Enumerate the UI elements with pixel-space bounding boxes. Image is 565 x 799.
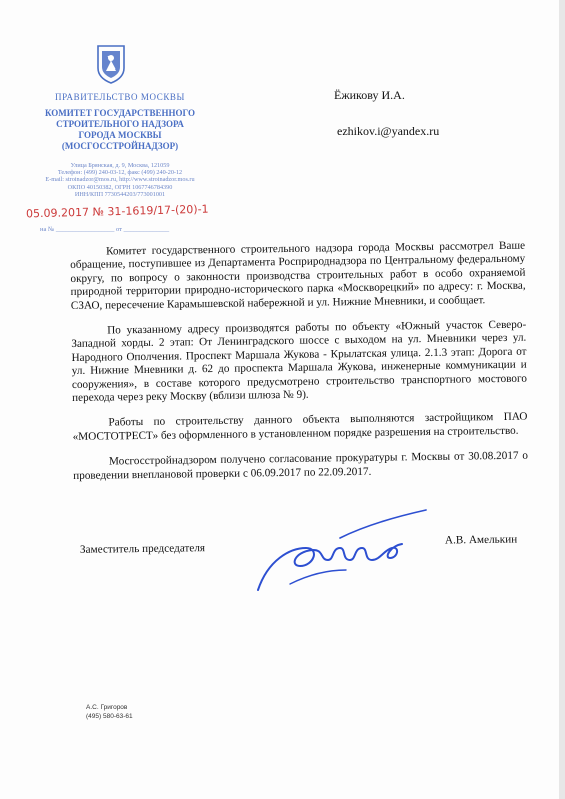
committee-name xyxy=(20,108,220,152)
registration-number: 05.09.2017 № 31-1619/17-(20)-1 xyxy=(25,202,209,221)
page-edge xyxy=(559,0,565,799)
handwritten-signature xyxy=(250,508,430,596)
committee-line: СТРОИТЕЛЬНОГО НАДЗОРА xyxy=(56,119,184,129)
contact-address: Улица Брянская, д. 9, Москва, 121059 xyxy=(70,162,170,169)
contact-okpo: ОКПО 40150382, ОГРН 1067746784390 xyxy=(67,183,173,191)
executor-phone: (495) 580-63-61 xyxy=(86,712,133,720)
recipient-name: Ёжикову И.А. xyxy=(334,88,405,102)
executor-info xyxy=(86,704,133,721)
committee-line: КОМИТЕТ ГОСУДАРСТВЕННОГО xyxy=(44,108,196,118)
committee-contacts xyxy=(20,162,220,198)
reply-reference-line: на № __________________ от ______________ xyxy=(40,226,170,233)
paragraph: Комитет государственного строительного надзора города Москвы рассмотрел Ваше обращение, поступившее из Департамента Росприроднадзора по Центральному федеральному округу, по вопросу о законности производства строительных работ в особо охраняемой природной территории природно-исторического парка «Москворецкий» по адресу: г. Москва, СЗАО, пересечение Карамышевской набережной и ул. Нижние Мневники, и сообщает. xyxy=(70,239,526,312)
contact-inn: ИНН/КПП 7730544203/773001001 xyxy=(74,190,166,198)
moscow-coat-of-arms-icon xyxy=(96,44,126,84)
recipient-email: ezhikov.i@yandex.ru xyxy=(337,124,440,138)
paragraph: Мосгосстройнадзором получено согласование прокуратуры г. Москвы от 30.08.2017 о проведении внеплановой проверки с 06.09.2017 по 22.09.2017. xyxy=(73,449,529,482)
contact-email: E-mail: stroinadzor@mos.ru, http://www.stroinadzor.mos.ru xyxy=(45,176,195,184)
committee-line: ГОРОДА МОСКВЫ xyxy=(78,130,162,140)
executor-name: А.С. Григоров xyxy=(86,704,128,711)
signatory-position: Заместитель председателя xyxy=(79,542,206,556)
paragraph: Работы по строительству данного объекта выполняются застройщиком ПАО «МОСТОТРЕСТ» без оформленного в установленном порядке разрешения на строительство. xyxy=(72,411,528,443)
committee-line: (МОСГОССТРОЙНАДЗОР) xyxy=(61,141,179,151)
government-title: ПРАВИТЕЛЬСТВО МОСКВЫ xyxy=(54,92,185,102)
paragraph: По указанному адресу производятся работы по объекту «Южный участок Северо-Западной хорды. 2 этап: От Ленинградского шоссе с выходом на ул. Мневники через ул. Народного Ополчения. Проспект Маршала Жукова - Крылатская улица. 2.1.3 этап: Дорога от ул. Нижние Мневники д. 62 до проспекта Маршала Жукова, инженерные коммуникации и сооружения», в составе которого предусмотрено строительство транспортного мостового перехода через реку Москву (вблизи шлюза № 9). xyxy=(71,318,527,405)
letter-body xyxy=(70,240,528,495)
contact-phone: Телефон: (499) 240-03-12, факс (499) 240-20-12 xyxy=(57,169,183,177)
signatory-name: А.В. Амелькин xyxy=(444,533,518,547)
